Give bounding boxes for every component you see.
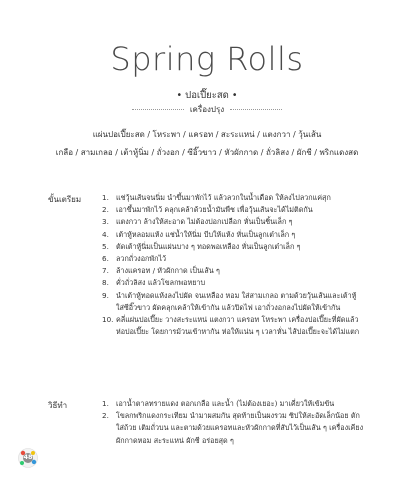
prep-step xyxy=(102,241,364,253)
ingredients-list xyxy=(20,126,394,162)
step-text: แตงกวา ล้างให้สะอาด ไม่ต้องปอกเปลือก หั่นเป็นชิ้นเล็ก ๆ xyxy=(116,217,293,227)
step-number: 6. xyxy=(102,254,109,264)
prep-step xyxy=(102,314,364,338)
method-label: วิธีทำ xyxy=(48,401,68,410)
ingredients-line: แผ่นปอเปี๊ยะสด / โหระพา / แครอท / สะระแหน่ / แตงกวา / วุ้นเส้น xyxy=(92,130,322,139)
step-number: 2. xyxy=(102,205,109,215)
step-text: เต้าหู้หลอมแห้ง แช่น้ำให้นิ่ม บีบให้แห้ง หั่นเป็นลูกเต๋าเล็ก ๆ xyxy=(116,229,296,239)
step-text: คลี่แผ่นปอเปี๊ยะ วางสะระแหน่ แตงกวา แครอท โหระพา เครื่องปอเปี๊ยะที่ผัดแล้วห่อปอเปี๊ยะ โดยการม้วนเข้าหากัน ห่อให้แน่น ๆ เวลาหั่น ไส้ปอเปี๊ยะจะได้ไม่แตก xyxy=(116,315,360,337)
step-text: คั่วถั่วลิสง แล้วโขลกพอหยาบ xyxy=(116,278,206,288)
dotted-divider-left xyxy=(132,109,184,110)
step-number: 9. xyxy=(102,290,109,300)
prep-steps xyxy=(102,192,364,338)
prep-step xyxy=(102,290,364,314)
step-text: เอาขึ้นมาพักไว้ คลุกเคล้าด้วยน้ำมันพืช เพื่อวุ้นเส้นจะได้ไม่ติดกัน xyxy=(116,205,313,215)
step-number: 4. xyxy=(102,229,109,239)
step-text: โขลกพริกแดงกระเทียม นำมาผสมกัน สุดท้ายเป็นผงรวม ซิปให้สะอัดเล็กน้อย ตักใส่ถ้วย เติมถั่วบน และตามด้วยแครอทและหัวผักกาดที่สับไว้เป็นเส้น ๆ เครื่องเคียงผักกาดหอม สะระแหน่ ผักชี อร่อยสุด ๆ xyxy=(116,411,364,445)
step-text: ตัดเต้าหู้นิ่มเป็นแผ่นบาง ๆ ทอดพอเหลือง หั่นเป็นลูกเต๋าเล็ก ๆ xyxy=(116,241,301,251)
prep-step xyxy=(102,253,364,265)
method-step xyxy=(102,398,364,410)
step-text: นำเต้าหู้ทอดแห้งลงไปผัด จนเหลือง หอม ใส่สามเกลอ ตามด้วยวุ้นเส้นและเต้าหู้ ใส่ซีอิ๊วขาว ผัดคลุกเคล้าให้เข้ากัน แล้วปิดไฟ เอาถั่วงอกลงไปผัดให้เข้ากัน xyxy=(116,290,357,312)
step-number: 10. xyxy=(102,315,114,325)
step-text: แช่วุ้นเส้นจนนิ่ม นำขึ้นมาพักไว้ แล้วลวกในน้ำเดือด ให้ลงไปลวกแค่สุก xyxy=(116,193,331,202)
ingredients-line: เกลือ / สามเกลอ / เต้าหู้นิ่ม / ถั่วงอก / ซีอิ๊วขาว / หัวผักกาด / ถั่วลิสง / ผักชี / พริกแดงสด xyxy=(55,148,359,157)
prep-step xyxy=(102,216,364,228)
recipe-title: Spring Rolls xyxy=(110,40,304,78)
page-number: 48 xyxy=(23,453,33,461)
prep-step xyxy=(102,229,364,241)
method-step xyxy=(102,410,364,447)
prep-step xyxy=(102,277,364,289)
step-text: ล้างแครอท / หัวผักกาด เป็นเส้น ๆ xyxy=(116,266,220,276)
step-number: 7. xyxy=(102,266,109,276)
step-number: 8. xyxy=(102,278,109,288)
prep-step xyxy=(102,192,364,204)
prep-step xyxy=(102,265,364,277)
ingredients-heading xyxy=(0,103,414,116)
step-text: ลวกถั่วงอกพักไว้ xyxy=(116,254,167,264)
step-number: 2. xyxy=(102,411,109,421)
prep-label: ขั้นเตรียม xyxy=(48,195,82,204)
recipe-subtitle: • ปอเปี๊ยะสด • xyxy=(176,90,238,101)
ingredients-heading-label: เครื่องปรุง xyxy=(189,105,225,114)
method-steps xyxy=(102,398,364,447)
prep-step xyxy=(102,204,364,216)
step-number: 1. xyxy=(102,399,109,408)
step-text: เอาน้ำตาลทรายแดง ตอกเกลือ และน้ำ (ไม่ต้องเยอะ) มาเคี่ยวให้เข้มข้น xyxy=(116,399,335,408)
step-number: 5. xyxy=(102,241,109,251)
dotted-divider-right xyxy=(230,109,282,110)
step-number: 1. xyxy=(102,193,109,202)
step-number: 3. xyxy=(102,217,109,227)
